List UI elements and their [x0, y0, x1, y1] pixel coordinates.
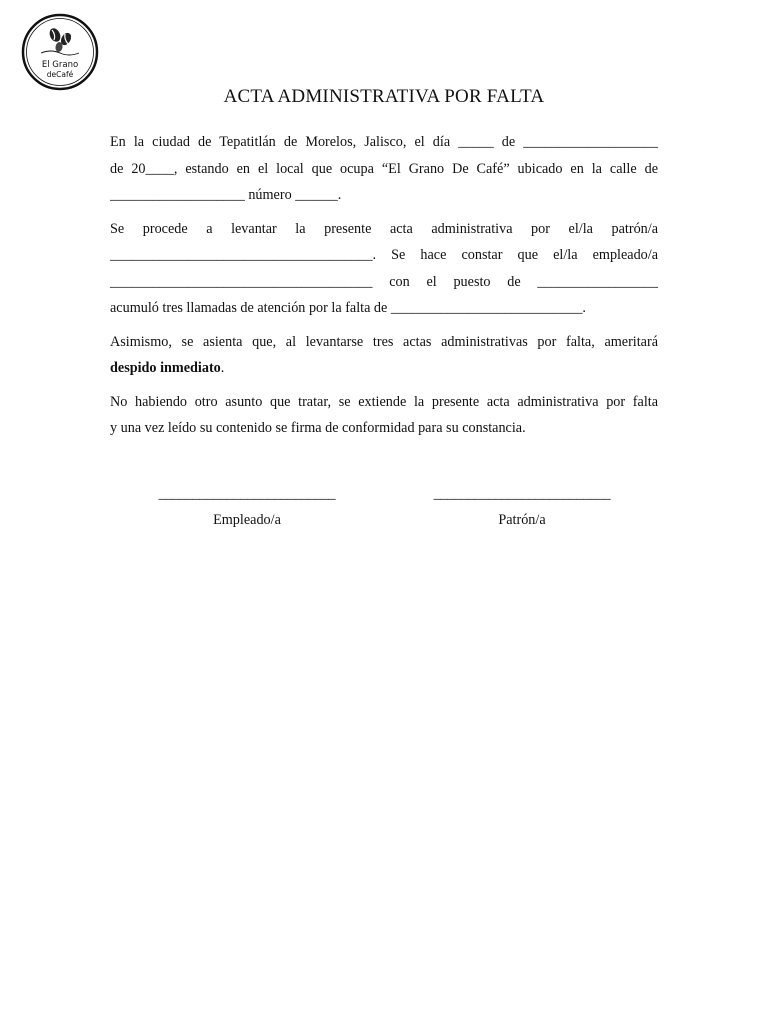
signature-line: __________________________ — [158, 486, 336, 502]
coffee-beans-icon — [21, 13, 99, 91]
signature-section — [110, 484, 658, 544]
paragraph-line: _____________________________________ con el puesto de _________________ — [110, 273, 658, 290]
document-body — [110, 129, 658, 449]
logo-text-line2: deCafé — [46, 70, 74, 79]
logo — [21, 13, 99, 91]
signature-line: __________________________ — [433, 486, 611, 502]
paragraph-consequence — [110, 329, 658, 382]
employer-label: Patrón/a — [498, 512, 546, 528]
logo-text-line1: El Grano — [41, 60, 79, 70]
document-title: ACTA ADMINISTRATIVA POR FALTA — [223, 86, 545, 107]
sentence-end: . — [220, 360, 225, 376]
paragraph-line: de 20____, estando en el local que ocupa “El Grano De Café” ubicado en la calle de — [110, 160, 658, 177]
paragraph-line: Asimismo, se asienta que, al levantarse tres actas administrativas por falta, ameritará — [110, 333, 658, 350]
paragraph-line: ___________________ número ______. — [110, 187, 342, 203]
paragraph-line: En la ciudad de Tepatitlán de Morelos, Jalisco, el día _____ de ___________________ — [110, 134, 658, 150]
paragraph-line: No habiendo otro asunto que tratar, se extiende la presente acta administrativa por falta — [110, 393, 658, 410]
paragraph-parties — [110, 216, 658, 322]
bold-phrase: despido inmediato — [110, 360, 221, 376]
paragraph-line: y una vez leído su contenido se firma de conformidad para su constancia. — [110, 420, 526, 436]
paragraph-line — [110, 355, 658, 382]
employer-signature — [422, 484, 622, 530]
paragraph-closing — [110, 389, 658, 442]
employee-label: Empleado/a — [213, 512, 281, 528]
employee-signature — [147, 484, 347, 530]
paragraph-line: _____________________________________. Se hace constar que el/la empleado/a — [110, 247, 658, 263]
paragraph-line: Se procede a levantar la presente acta administrativa por el/la patrón/a — [110, 220, 658, 237]
paragraph-line: acumuló tres llamadas de atención por la falta de ___________________________. — [110, 300, 586, 316]
paragraph-location — [110, 129, 658, 209]
